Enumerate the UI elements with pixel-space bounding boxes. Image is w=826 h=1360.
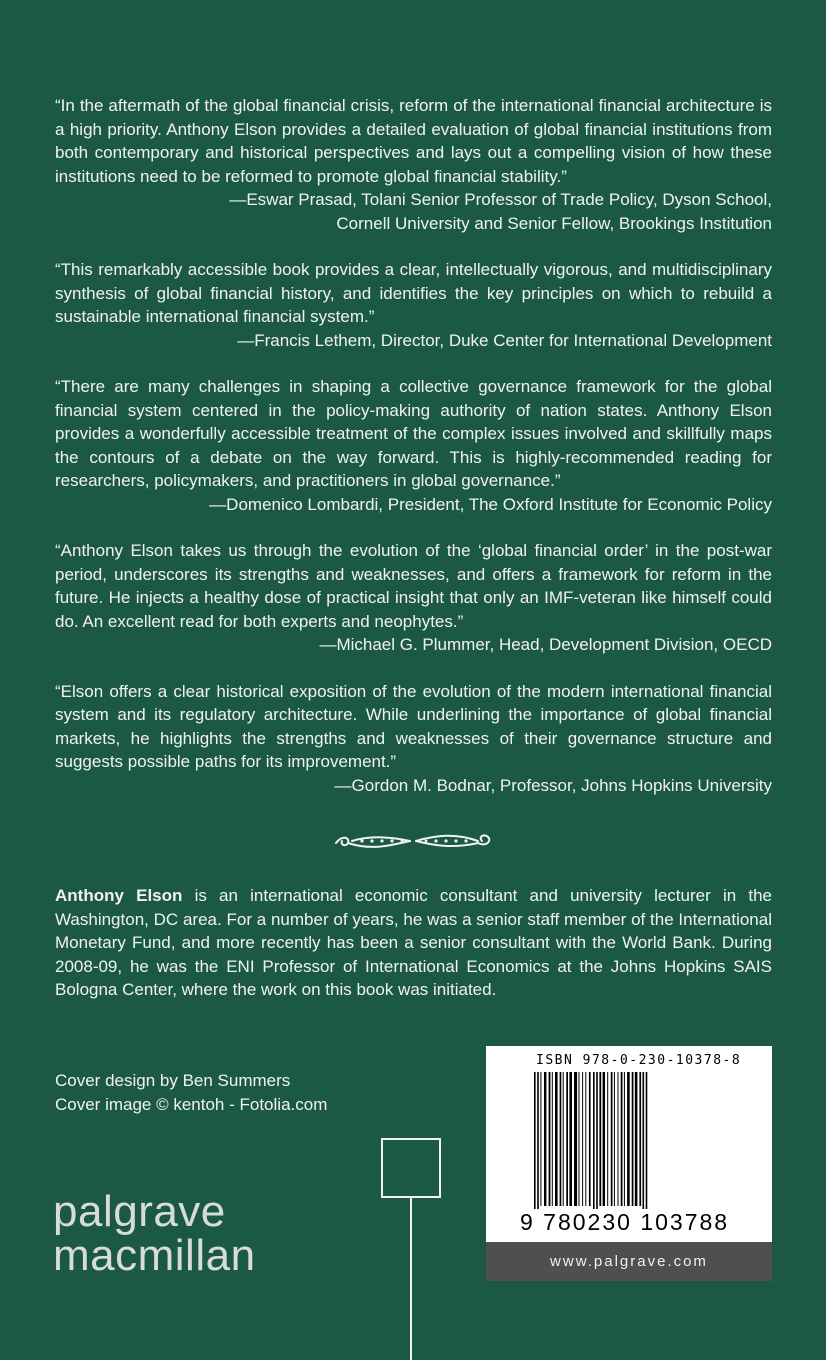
barcode-bar — [632, 1072, 634, 1206]
quote-attribution: —Gordon M. Bodnar, Professor, Johns Hopkins University — [334, 775, 772, 795]
barcode-bar — [566, 1072, 568, 1206]
publisher-logo — [53, 1187, 256, 1280]
barcode-bar — [552, 1072, 553, 1206]
quote-attribution: —Domenico Lombardi, President, The Oxford Institute for Economic Policy — [209, 494, 772, 514]
endorsement-lethem — [55, 258, 772, 352]
quote-text: “This remarkably accessible book provides a clear, intellectually vigorous, and multidisciplinary synthesis of global financial history, and identifies the key principles on which to rebuild a sustainable international financial system.” — [55, 260, 772, 326]
quote-text: “There are many challenges in shaping a collective governance framework for the global financial system centered in the policy-making authority of nation states. Anthony Elson provides a wonderfully accessible treatment of the complex issues involved and skillfully maps the contours of a debate on the way forward. This is highly-recommended reading for researchers, policymakers, and practitioners in global governance.” — [55, 377, 772, 490]
barcode-bar — [621, 1072, 623, 1206]
barcode-bar — [534, 1072, 536, 1222]
endorsements — [55, 94, 772, 820]
quote-text: “In the aftermath of the global financial crisis, reform of the international financial architecture is a high priority. Anthony Elson provides a detailed evaluation of global financial institutions from both contemporary and historical perspectives and lays out a compelling vision of how these institutions need to be reformed to promote global financial stability.” — [55, 96, 772, 186]
barcode-bar — [607, 1072, 608, 1206]
barcode-bar — [611, 1072, 613, 1206]
barcode-bar — [614, 1072, 615, 1206]
cover-image-credit: Cover image © kentoh - Fotolia.com — [55, 1095, 328, 1114]
barcode-bar — [599, 1072, 601, 1206]
endorsement-lombardi — [55, 375, 772, 516]
barcode-bar — [549, 1072, 551, 1206]
barcode-bar — [593, 1072, 595, 1222]
quote-text: “Anthony Elson takes us through the evolution of the ‘global financial order’ in the post-war period, underscores its strengths and weaknesses, and offers a framework for reform in the future. He injects a healthy dose of practical insight that only an IMF-veteran like himself could do. An excellent read for both experts and neophytes.” — [55, 541, 772, 631]
quote-text: “Elson offers a clear historical exposition of the evolution of the modern international financial system and its regulatory architecture. While underlining the importance of global financial markets, he highlights the strengths and weaknesses of their governance structure and suggests possible paths for its improvement.” — [55, 681, 772, 771]
barcode-bar — [540, 1072, 541, 1206]
publisher-name-line2: macmillan — [53, 1231, 256, 1280]
quote-attribution: —Michael G. Plummer, Head, Development Division, OECD — [319, 635, 772, 654]
author-bio-text: is an international economic consultant and university lecturer in the Washington, DC area. For a number of years, he was a senior staff member of the International Monetary Fund, and more recently has been a senior consultant with the World Bank. During 2008-09, he was the ENI Professor of International Economics at the Johns Hopkins SAIS Bologna Center, where the work on this book was initiated. — [55, 886, 772, 999]
barcode-bar — [643, 1072, 645, 1222]
barcode-bar — [563, 1072, 564, 1206]
publisher-url: www.palgrave.com — [486, 1242, 772, 1281]
barcode-bar — [537, 1072, 539, 1222]
barcode-bar — [585, 1072, 586, 1206]
author-name: Anthony Elson — [55, 886, 183, 905]
barcode-bar — [596, 1072, 598, 1222]
barcode-bar — [555, 1072, 558, 1206]
quote-attribution: —Francis Lethem, Director, Duke Center for International Development — [237, 330, 772, 350]
publisher-name-line1: palgrave — [53, 1187, 226, 1236]
barcode-bar — [646, 1072, 648, 1222]
barcode-bar — [544, 1072, 546, 1206]
isbn-label: ISBN 978-0-230-10378-8 — [536, 1053, 742, 1068]
endorsement-plummer — [55, 539, 772, 657]
publisher-stem-line — [410, 1198, 412, 1360]
barcode-bar — [624, 1072, 625, 1206]
barcode-bar — [603, 1072, 605, 1206]
barcode-bar — [639, 1072, 641, 1206]
publisher-square-icon — [381, 1138, 441, 1198]
endorsement-bodnar — [55, 680, 772, 798]
flourish-ornament-icon — [332, 829, 494, 855]
quote-attribution: Cornell University and Senior Fellow, Brookings Institution — [336, 213, 772, 233]
barcode-bar — [589, 1072, 591, 1206]
barcode-bar — [582, 1072, 583, 1206]
cover-design-credit: Cover design by Ben Summers — [55, 1071, 291, 1090]
barcode-bar — [627, 1072, 630, 1206]
barcode-digits: 9 780230 103788 — [517, 1209, 732, 1236]
barcode-bar — [560, 1072, 562, 1206]
barcode-bar — [579, 1072, 580, 1206]
cover-credits — [55, 1069, 327, 1117]
barcode-bar — [574, 1072, 577, 1206]
endorsement-prasad — [55, 94, 772, 235]
author-bio — [55, 884, 772, 1002]
barcode-bar — [635, 1072, 638, 1206]
barcode-bar — [618, 1072, 619, 1206]
barcode-bars — [530, 1072, 755, 1222]
barcode-bar — [569, 1072, 572, 1206]
quote-attribution: —Eswar Prasad, Tolani Senior Professor of Trade Policy, Dyson School, — [229, 190, 772, 209]
